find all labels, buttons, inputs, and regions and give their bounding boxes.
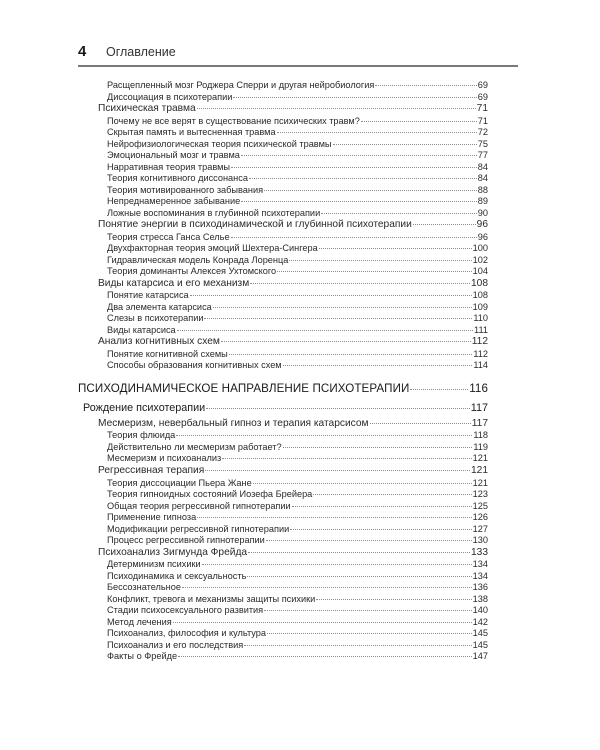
- toc-subsection-entry[interactable]: [78, 232, 488, 244]
- toc-entry-title: Гидравлическая модель Конрада Лоренца: [107, 254, 289, 265]
- dot-leader: [247, 576, 471, 577]
- dot-leader: [316, 599, 471, 600]
- toc-subsection-entry[interactable]: [78, 594, 488, 606]
- toc-entry-page: 104: [472, 266, 488, 277]
- dot-leader: [333, 144, 477, 145]
- toc-entry-title: Конфликт, тревога и механизмы защиты психики: [107, 593, 316, 604]
- toc-entry-page: 110: [473, 313, 488, 324]
- dot-leader: [229, 354, 473, 355]
- toc-section-entry[interactable]: [78, 103, 488, 116]
- toc-entry-title: Непреднамеренное забывание: [107, 196, 241, 207]
- dot-leader: [264, 610, 472, 611]
- toc-subsection-entry[interactable]: [78, 512, 488, 524]
- toc-entry-title: Психическая травма: [98, 103, 196, 114]
- toc-entry-title: Теория флюида: [107, 430, 176, 441]
- toc-subsection-entry[interactable]: [78, 651, 488, 663]
- toc-subsection-entry[interactable]: [78, 640, 488, 652]
- toc-entry-title: Понятие энергии в психодинамической и глубинной психотерапии: [98, 219, 412, 231]
- toc-subsection-entry[interactable]: [78, 313, 488, 325]
- dot-leader: [370, 423, 471, 424]
- dot-leader: [205, 470, 470, 471]
- toc-entry-page: 133: [471, 546, 488, 558]
- toc-entry-title: Детерминизм психики: [107, 559, 201, 570]
- toc-entry-title: Виды катарсиса: [107, 324, 176, 335]
- dot-leader: [313, 494, 471, 495]
- page-title: Оглавление: [106, 45, 176, 59]
- toc-entry-title: Бессознательное: [107, 582, 181, 593]
- toc-entry-page: 125: [472, 500, 488, 511]
- dot-leader: [241, 201, 477, 202]
- toc-entry-page: 102: [472, 254, 488, 265]
- toc-entry-title: Модификации регрессивной гипнотерапии: [107, 523, 290, 534]
- toc-entry-page: 121: [472, 477, 488, 488]
- dot-leader: [292, 506, 472, 507]
- dot-leader: [289, 260, 471, 261]
- toc-entry-page: 89: [477, 196, 488, 207]
- dot-leader: [321, 213, 477, 214]
- toc-entry-page: 72: [477, 127, 488, 138]
- toc-subsection-entry[interactable]: [78, 349, 488, 361]
- toc-entry-title: Теория стресса Ганса Селье: [107, 231, 230, 242]
- toc-entry-page: 84: [477, 173, 488, 184]
- toc-subsection-entry[interactable]: [78, 501, 488, 513]
- toc-entry-page: 142: [472, 616, 488, 627]
- toc-subsection-entry[interactable]: [78, 442, 488, 454]
- toc-subsection-entry[interactable]: [78, 208, 488, 220]
- toc-subsection-entry[interactable]: [78, 139, 488, 151]
- dot-leader: [231, 237, 477, 238]
- toc-subsection-entry[interactable]: [78, 628, 488, 640]
- toc-entry-title: Психоанализ Зигмунда Фрейда: [98, 546, 248, 558]
- toc-subsection-entry[interactable]: [78, 489, 488, 501]
- toc-entry-title: Теория мотивированного забывания: [107, 184, 264, 195]
- toc-section-entry[interactable]: [78, 278, 488, 291]
- toc-entry-title: Общая теория регрессивной гипнотерапии: [107, 500, 291, 511]
- toc-entry-page: 130: [472, 535, 488, 546]
- dot-leader: [233, 97, 476, 98]
- toc-subsection-entry[interactable]: [78, 617, 488, 629]
- table-of-contents: [78, 80, 488, 663]
- toc-entry-page: 134: [472, 559, 488, 570]
- toc-entry-title: Рождение психотерапии: [83, 401, 206, 414]
- dot-leader: [264, 190, 477, 191]
- dot-leader: [410, 389, 468, 390]
- toc-entry-page: 69: [477, 80, 488, 90]
- toc-subsection-entry[interactable]: [78, 92, 488, 104]
- dot-leader: [178, 656, 472, 657]
- toc-entry-page: 108: [472, 290, 488, 301]
- dot-leader: [250, 283, 470, 284]
- dot-leader: [267, 633, 472, 634]
- dot-leader: [277, 132, 477, 133]
- toc-entry-page: 69: [477, 91, 488, 102]
- toc-entry-page: 112: [471, 336, 488, 348]
- toc-entry-title: Понятие катарсиса: [107, 290, 189, 301]
- dot-leader: [202, 564, 472, 565]
- toc-entry-page: 100: [472, 243, 488, 254]
- toc-entry-page: 119: [473, 441, 488, 452]
- toc-entry-title: Нарративная теория травмы: [107, 161, 231, 172]
- toc-entry-page: 111: [474, 324, 488, 335]
- toc-entry-title: Стадии психосексуального развития: [107, 605, 264, 616]
- toc-subsection-entry[interactable]: [78, 266, 488, 278]
- dot-leader: [197, 108, 476, 109]
- toc-entry-title: Психоанализ и его последствия: [107, 639, 244, 650]
- dot-leader: [413, 224, 476, 225]
- toc-entry-page: 112: [473, 348, 488, 359]
- toc-entry-page: 71: [476, 103, 488, 114]
- toc-subsection-entry[interactable]: [78, 80, 488, 92]
- toc-section-entry[interactable]: [78, 219, 488, 232]
- toc-subsection-entry[interactable]: [78, 255, 488, 267]
- dot-leader: [277, 271, 472, 272]
- dot-leader: [266, 540, 472, 541]
- toc-entry-page: 145: [472, 628, 488, 639]
- toc-subsection-entry[interactable]: [78, 582, 488, 594]
- dot-leader: [241, 155, 477, 156]
- toc-entry-title: Способы образования когнитивных схем: [107, 360, 282, 371]
- toc-entry-page: 114: [473, 360, 488, 371]
- toc-subsection-entry[interactable]: [78, 173, 488, 185]
- dot-leader: [290, 529, 471, 530]
- toc-entry-page: 90: [477, 207, 488, 218]
- toc-subsection-entry[interactable]: [78, 430, 488, 442]
- toc-entry-page: 145: [472, 639, 488, 650]
- toc-entry-page: 75: [477, 138, 488, 149]
- dot-leader: [253, 483, 472, 484]
- header-rule: [78, 65, 518, 67]
- toc-entry-title: Диссоциация в психотерапии: [107, 91, 233, 102]
- toc-entry-page: 134: [472, 570, 488, 581]
- toc-entry-page: 136: [472, 582, 488, 593]
- toc-subsection-entry[interactable]: [78, 243, 488, 255]
- toc-entry-title: Психодинамика и сексуальность: [107, 570, 247, 581]
- toc-entry-page: 96: [477, 231, 488, 242]
- dot-leader: [248, 552, 470, 553]
- toc-section-entry[interactable]: [78, 547, 488, 560]
- toc-subsection-entry[interactable]: [78, 302, 488, 314]
- toc-subsection-entry[interactable]: [78, 360, 488, 372]
- toc-entry-title: Месмеризм и психоанализ: [107, 453, 222, 464]
- toc-entry-title: Нейрофизиологическая теория психической травмы: [107, 138, 332, 149]
- toc-entry-title: Понятие когнитивной схемы: [107, 348, 228, 359]
- toc-entry-page: 127: [472, 523, 488, 534]
- toc-entry-page: 117: [471, 417, 488, 429]
- toc-subsection-entry[interactable]: [78, 185, 488, 197]
- dot-leader: [283, 447, 473, 448]
- toc-entry-title: Теория диссоциации Пьера Жане: [107, 477, 252, 488]
- toc-entry-page: 147: [472, 651, 488, 662]
- toc-subsection-entry[interactable]: [78, 290, 488, 302]
- toc-entry-page: 108: [471, 277, 488, 289]
- dot-leader: [283, 365, 473, 366]
- toc-subsection-entry[interactable]: [78, 162, 488, 174]
- dot-leader: [231, 167, 477, 168]
- toc-section-entry[interactable]: [78, 336, 488, 349]
- toc-subsection-entry[interactable]: [78, 150, 488, 162]
- dot-leader: [197, 517, 471, 518]
- toc-entry-page: 84: [477, 161, 488, 172]
- toc-entry-title: Ложные воспоминания в глубинной психотерапии: [107, 207, 321, 218]
- toc-entry-title: Процесс регрессивной гипнотерапии: [107, 535, 265, 546]
- toc-section-entry[interactable]: [78, 418, 488, 431]
- page-header: [78, 38, 518, 64]
- dot-leader: [375, 85, 476, 86]
- toc-entry-title: Теория когнитивного диссонанса: [107, 173, 248, 184]
- dot-leader: [244, 645, 471, 646]
- toc-entry-page: 118: [473, 430, 488, 441]
- toc-entry-title: Метод лечения: [107, 616, 172, 627]
- dot-leader: [206, 408, 470, 409]
- toc-subsection-entry[interactable]: [78, 571, 488, 583]
- toc-subsection-entry[interactable]: [78, 196, 488, 208]
- toc-entry-title: Действительно ли месмеризм работает?: [107, 441, 282, 452]
- toc-entry-page: 71: [477, 115, 488, 126]
- toc-entry-page: 121: [472, 453, 488, 464]
- toc-entry-title: Эмоциональный мозг и травма: [107, 150, 240, 161]
- toc-entry-title: Расщепленный мозг Роджера Сперри и другая нейробиология: [107, 80, 375, 90]
- dot-leader: [182, 587, 472, 588]
- toc-entry-title: Регрессивная терапия: [98, 464, 205, 476]
- toc-subsection-entry[interactable]: [78, 524, 488, 536]
- toc-entry-title: Теория гипноидных состояний Иозефа Брейера: [107, 489, 313, 500]
- toc-part-entry[interactable]: [78, 382, 488, 396]
- dot-leader: [177, 330, 473, 331]
- toc-section-entry[interactable]: [78, 465, 488, 478]
- toc-entry-title: Месмеризм, невербальный гипноз и терапия катарсисом: [98, 417, 369, 429]
- toc-entry-page: 109: [472, 301, 488, 312]
- toc-entry-title: Применение гипноза: [107, 512, 197, 523]
- dot-leader: [361, 121, 477, 122]
- toc-entry-page: 126: [472, 512, 488, 523]
- toc-chapter-entry[interactable]: [78, 402, 488, 415]
- toc-entry-page: 123: [472, 489, 488, 500]
- toc-entry-page: 116: [469, 381, 488, 395]
- toc-subsection-entry[interactable]: [78, 453, 488, 465]
- toc-subsection-entry[interactable]: [78, 605, 488, 617]
- toc-entry-page: 117: [470, 401, 488, 414]
- toc-entry-title: Виды катарсиса и его механизм: [98, 277, 250, 289]
- toc-entry-page: 140: [472, 605, 488, 616]
- dot-leader: [190, 295, 472, 296]
- toc-subsection-entry[interactable]: [78, 325, 488, 337]
- dot-leader: [213, 307, 472, 308]
- toc-entry-page: 96: [476, 219, 488, 231]
- dot-leader: [173, 622, 472, 623]
- toc-entry-title: Психоанализ, философия и культура: [107, 628, 266, 639]
- toc-subsection-entry[interactable]: [78, 478, 488, 490]
- toc-entry-title: Два элемента катарсиса: [107, 301, 212, 312]
- dot-leader: [319, 248, 472, 249]
- toc-entry-title: Почему не все верят в существование психических травм?: [107, 115, 360, 126]
- dot-leader: [221, 341, 471, 342]
- toc-entry-title: Двухфакторная теория эмоций Шехтера-Сингера: [107, 243, 318, 254]
- dot-leader: [249, 178, 477, 179]
- toc-subsection-entry[interactable]: [78, 559, 488, 571]
- toc-subsection-entry[interactable]: [78, 127, 488, 139]
- dot-leader: [222, 458, 471, 459]
- toc-entry-title: ПСИХОДИНАМИЧЕСКОЕ НАПРАВЛЕНИЕ ПСИХОТЕРАПИИ: [78, 381, 410, 395]
- dot-leader: [176, 435, 472, 436]
- toc-entry-page: 88: [477, 184, 488, 195]
- dot-leader: [204, 318, 472, 319]
- page-number: 4: [78, 43, 87, 60]
- toc-entry-title: Скрытая память и вытесненная травма: [107, 127, 276, 138]
- toc-entry-page: 121: [471, 464, 488, 476]
- toc-entry-page: 138: [472, 593, 488, 604]
- toc-entry-title: Теория доминанты Алексея Ухтомского: [107, 266, 277, 277]
- toc-entry-title: Анализ когнитивных схем: [98, 336, 220, 348]
- toc-subsection-entry[interactable]: [78, 116, 488, 128]
- toc-entry-page: 77: [477, 150, 488, 161]
- toc-entry-title: Факты о Фрейде: [107, 651, 178, 662]
- toc-subsection-entry[interactable]: [78, 535, 488, 547]
- toc-entry-title: Слезы в психотерапии: [107, 313, 204, 324]
